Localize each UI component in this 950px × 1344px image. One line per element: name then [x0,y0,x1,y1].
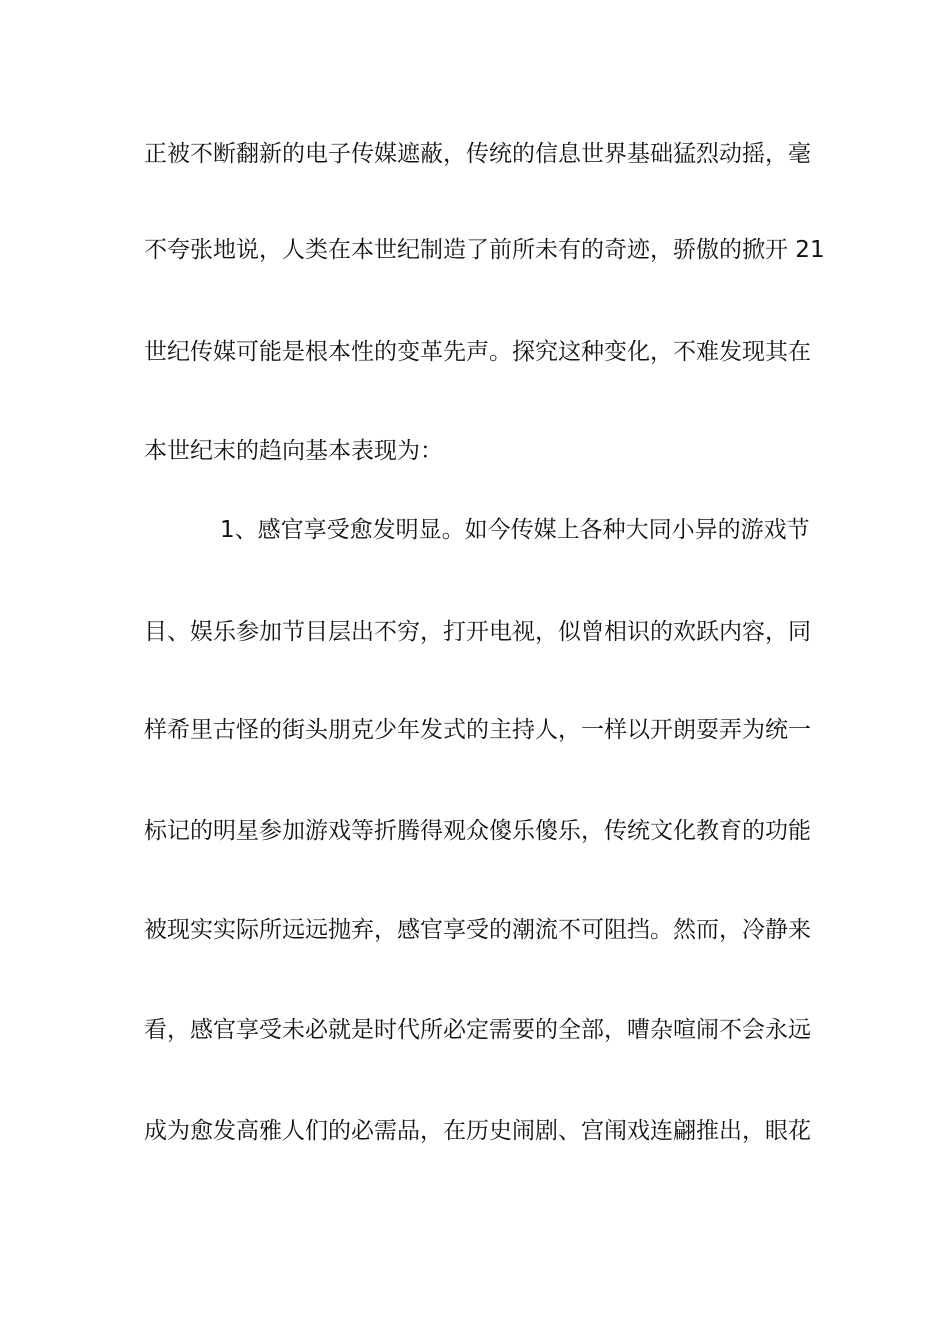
text-line: 看，感官享受未必就是时代所必定需要的全部，嘈杂喧闹不会永远 [144,1017,811,1043]
text-line: 成为愈发高雅人们的必需品，在历史闹剧、宫闱戏连翩推出，眼花 [144,1118,811,1144]
text-line: 样希里古怪的街头朋克少年发式的主持人，一样以开朗耍弄为统一 [144,717,811,743]
text-line: 本世纪末的趋向基本表现为： [144,438,443,464]
text-line: 标记的明星参加游戏等折腾得观众傻乐傻乐，传统文化教育的功能 [144,818,811,844]
text-line: 正被不断翻新的电子传媒遮蔽，传统的信息世界基础猛烈动摇，毫 [144,141,811,167]
text-line: 被现实实际所远远抛弃，感官享受的潮流不可阻挡。然而，冷静来 [144,917,811,943]
text-line: 不夸张地说，人类在本世纪制造了前所未有的奇迹，骄傲的掀开 21 [144,237,825,263]
text-line: 世纪传媒可能是根本性的变革先声。探究这种变化，不难发现其在 [144,339,811,365]
text-line: 目、娱乐参加节目层出不穷，打开电视，似曾相识的欢跃内容，同 [144,619,811,645]
paragraph-first-line: 1、感官享受愈发明显。如今传媒上各种大同小异的游戏节 [220,517,810,543]
